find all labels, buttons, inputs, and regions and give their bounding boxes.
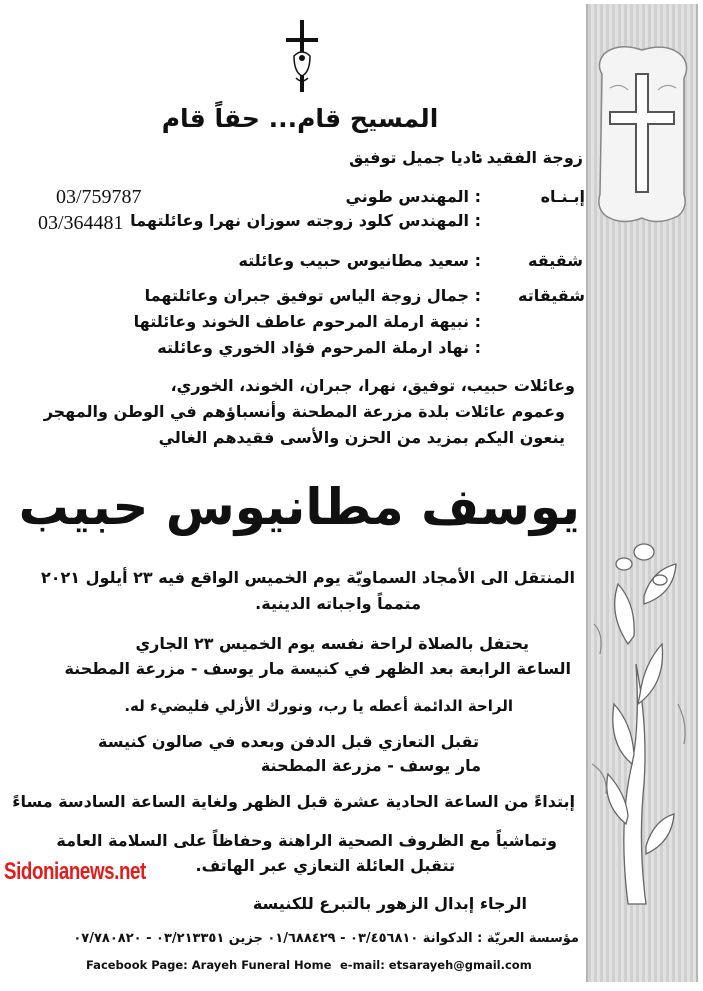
watermark: Sidonianews.net	[4, 858, 146, 885]
mourning-line-1: وعائلات حبيب، توفيق، نهرا، جبران، الخوند، الخوري،	[170, 376, 575, 395]
passing-line-2: متمماً واجباته الدينية.	[255, 594, 421, 613]
sister-2: : نبيهة ارملة المرحوم عاطف الخوند وعائلتها	[133, 312, 481, 331]
lily-flower-icon	[588, 4, 696, 982]
sister-1: : جمال زوجة الياس توفيق جبران وعائلتهما	[144, 286, 481, 305]
brother-label: شقيقه	[528, 251, 583, 270]
condolence-line-2: مار يوسف - مزرعة المطحنة	[260, 756, 481, 775]
prayer-line-1: يحتفل بالصلاة لراحة نفسه يوم الخميس ٢٣ الجاري	[135, 634, 529, 653]
brother: : سعيد مطانيوس حبيب وعائلته	[238, 251, 481, 270]
sons-label: إبـنـاه	[540, 187, 585, 206]
cross-icon	[280, 18, 324, 94]
condolence-line-1: تقبل التعازي قبل الدفن وبعده في صالون كنيسة	[97, 732, 479, 751]
hours-line: إبتداءً من الساعة الحادية عشرة قبل الظهر ولغاية الساعة السادسة مساءً	[12, 792, 575, 811]
facebook-page: Facebook Page: Arayeh Funeral Home	[86, 958, 332, 972]
funeral-home-contacts: مؤسسة العريّة : الدكوانة ٠٣/٤٥٦٨١٠ - ٠١/٦٨٨٤٢٩ جزين ٠٣/٢١٣٣٥١ - ٠٧/٧٨٠٨٢٠	[73, 931, 579, 946]
passing-line-1: المنتقل الى الأمجاد السماويّة يوم الخميس الواقع فيه ٢٣ أيلول ٢٠٢١	[41, 568, 575, 587]
mourning-line-2: وعموم عائلات بلدة مزرعة المطحنة وأنسباؤهم في الوطن والمهجر	[43, 402, 565, 421]
flowers-request: الرجاء إبدال الزهور بالتبرع للكنيسة	[252, 894, 527, 913]
sisters-label: شقيقاته	[517, 286, 585, 305]
son-1-phone: 03/759787	[56, 186, 142, 208]
son-1: : المهندس طوني	[345, 187, 481, 206]
deceased-name: يوسف مطانيوس حبيب	[18, 478, 580, 536]
safety-line-2: تتقبل العائلة التعازي عبر الهاتف.	[195, 856, 455, 875]
email-address: e-mail: etsarayeh@gmail.com	[340, 958, 532, 972]
rest-prayer: الراحة الدائمة أعطه يا رب، ونورك الأزلي فليضيء له.	[124, 697, 513, 715]
sister-3: : نهاد ارملة المرحوم فؤاد الخوري وعائلته	[157, 338, 481, 357]
decorative-band	[586, 4, 698, 982]
wife-label: زوجة الفقيد :	[474, 148, 583, 167]
safety-line-1: وتماشياً مع الظروف الصحية الراهنة وحفاظاً على السلامة العامة	[56, 831, 557, 850]
headline: المسيح قام... حقاً قام	[161, 104, 439, 133]
wife-name: ناديا جميل توفيق	[349, 148, 483, 167]
prayer-line-2: الساعة الرابعة بعد الظهر في كنيسة مار يوسف - مزرعة المطحنة	[64, 659, 571, 678]
son-2-phone: 03/364481	[38, 212, 124, 234]
son-2: : المهندس كلود زوجته سوزان نهرا وعائلتهما	[130, 211, 481, 230]
mourning-line-3: ينعون اليكم بمزيد من الحزن والأسى فقيدهم الغالي	[158, 428, 565, 447]
